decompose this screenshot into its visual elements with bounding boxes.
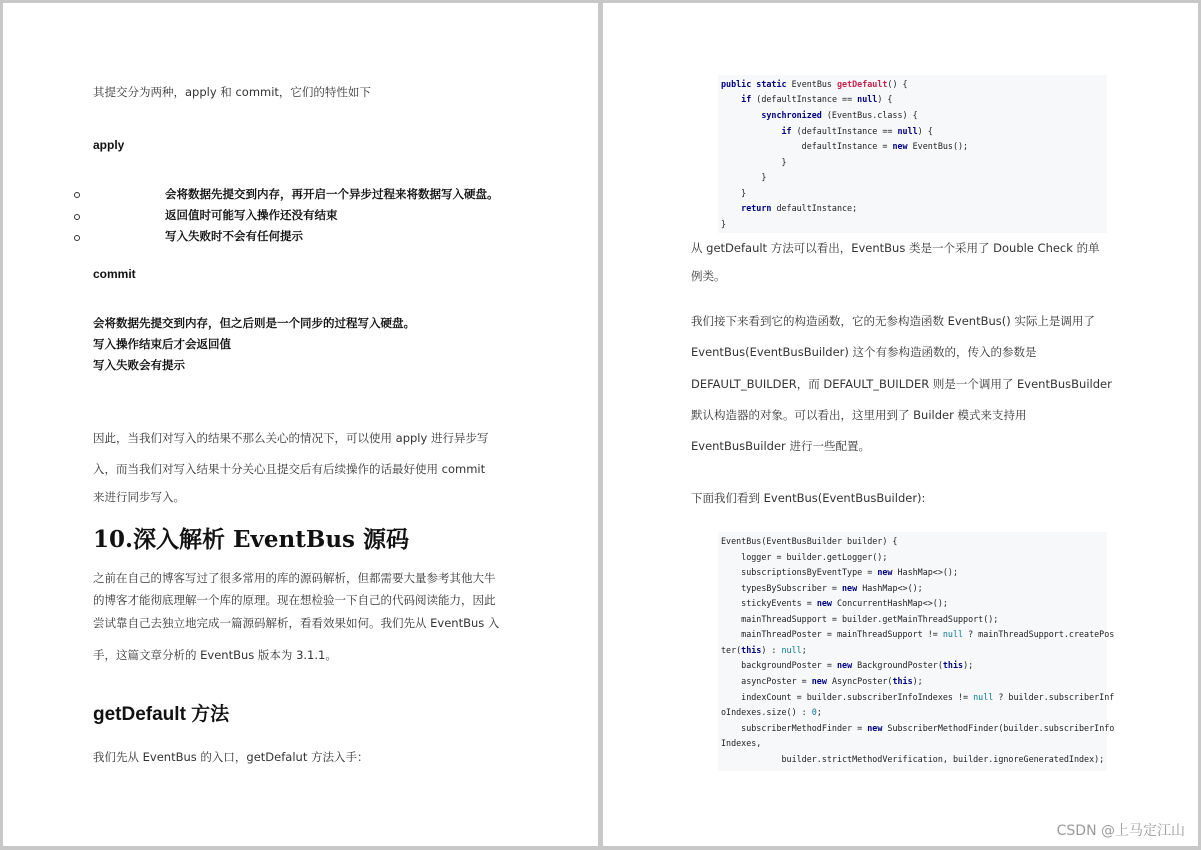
paragraph-line: 来进行同步写入。 (93, 490, 185, 504)
code-line: mainThreadPoster = mainThreadSupport != null ? mainThreadSupport.createPos (721, 629, 1115, 639)
paragraph-line: 尝试靠自己去独立地完成一篇源码解析，看看效果如何。我们先从 EventBus 入 (93, 616, 500, 630)
bullet-icon (74, 214, 80, 220)
paragraph-line: EventBusBuilder 进行一些配置。 (691, 439, 870, 453)
list-item: 写入失败会有提示 (93, 358, 185, 372)
code-line: } (721, 157, 787, 167)
paragraph-line: 我们接下来看到它的构造函数，它的无参构造函数 EventBus() 实际上是调用了 (691, 314, 1095, 328)
code-line: } (721, 188, 747, 198)
intro-text: 其提交分为两种，apply 和 commit，它们的特性如下 (93, 85, 371, 99)
code-line: if (defaultInstance == null) { (721, 126, 933, 136)
code-line: if (defaultInstance == null) { (721, 94, 893, 104)
code-line: stickyEvents = new ConcurrentHashMap<>(); (721, 598, 948, 608)
commit-heading: commit (93, 267, 136, 281)
code-line: defaultInstance = new EventBus(); (721, 141, 969, 151)
paragraph-line: DEFAULT_BUILDER，而 DEFAULT_BUILDER 则是一个调用了 EventBusBuilder (691, 377, 1112, 391)
builder-intro-text: 下面我们看到 EventBus(EventBusBuilder): (691, 491, 926, 505)
paragraph-line: 从 getDefault 方法可以看出，EventBus 类是一个采用了 Double Check 的单 (691, 241, 1100, 255)
paragraph-line: 之前在自己的博客写过了很多常用的库的源码解析，但都需要大量参考其他大牛 (93, 571, 496, 585)
code-line: EventBus(EventBusBuilder builder) { (721, 536, 898, 546)
code-block-getdefault (718, 75, 1107, 233)
subsection-paragraph: 我们先从 EventBus 的入口，getDefalut 方法入手： (93, 750, 369, 764)
paragraph-line: 默认构造器的对象。可以看出，这里用到了 Builder 模式来支持用 (691, 408, 1027, 422)
code-line: logger = builder.getLogger(); (721, 552, 888, 562)
list-item: 会将数据先提交到内存，但之后则是一个同步的过程写入硬盘。 (93, 316, 415, 330)
code-line: indexCount = builder.subscriberInfoIndexes != null ? builder.subscriberInf (721, 692, 1115, 702)
code-line: mainThreadSupport = builder.getMainThreadSupport(); (721, 614, 999, 624)
code-line: Indexes, (721, 738, 762, 748)
code-line: oIndexes.size() : 0; (721, 707, 822, 717)
code-line: backgroundPoster = new BackgroundPoster(this); (721, 660, 974, 670)
code-block-constructor (718, 532, 1115, 771)
paragraph-line: 因此，当我们对写入的结果不那么关心的情况下，可以使用 apply 进行异步写 (93, 431, 489, 445)
paragraph-line: EventBus(EventBusBuilder) 这个有参构造函数的，传入的参数是 (691, 345, 1037, 359)
code-line: builder.strictMethodVerification, builder.ignoreGeneratedIndex); (721, 754, 1105, 764)
list-item: 返回值时可能写入操作还没有结束 (165, 208, 338, 222)
list-item: 会将数据先提交到内存，再开启一个异步过程来将数据写入硬盘。 (165, 187, 499, 201)
list-item: 写入失败时不会有任何提示 (165, 229, 303, 243)
bullet-icon (74, 192, 80, 198)
code-line: synchronized (EventBus.class) { (721, 110, 918, 120)
list-item: 写入操作结束后才会返回值 (93, 337, 231, 351)
csdn-watermark: CSDN @上马定江山 (1056, 823, 1185, 839)
code-line: public static EventBus getDefault() { (721, 79, 908, 89)
bullet-icon (74, 235, 80, 241)
apply-heading: apply (93, 138, 125, 152)
paragraph-line: 的博客才能彻底理解一个库的原理。现在想检验一下自己的代码阅读能力，因此 (93, 593, 496, 607)
code-line: } (721, 172, 767, 182)
subsection-title: getDefault 方法 (93, 704, 230, 725)
paragraph-line: 例类。 (691, 269, 726, 283)
code-line: } (721, 219, 727, 229)
paragraph-line: 手，这篇文章分析的 EventBus 版本为 3.1.1。 (93, 648, 337, 662)
section-title: 10.深入解析 EventBus 源码 (93, 526, 410, 553)
code-line: return defaultInstance; (721, 203, 858, 213)
document-page-left (3, 3, 598, 846)
code-line: typesBySubscriber = new HashMap<>(); (721, 583, 923, 593)
paragraph-line: 入，而当我们对写入结果十分关心且提交后有后续操作的话最好使用 commit (93, 462, 486, 476)
code-line: asyncPoster = new AsyncPoster(this); (721, 676, 923, 686)
code-line: subscriberMethodFinder = new SubscriberMethodFinder(builder.subscriberInfo (721, 723, 1115, 733)
document-page-right (603, 3, 1198, 846)
code-line: ter(this) : null; (721, 645, 807, 655)
code-line: subscriptionsByEventType = new HashMap<>(); (721, 567, 959, 577)
